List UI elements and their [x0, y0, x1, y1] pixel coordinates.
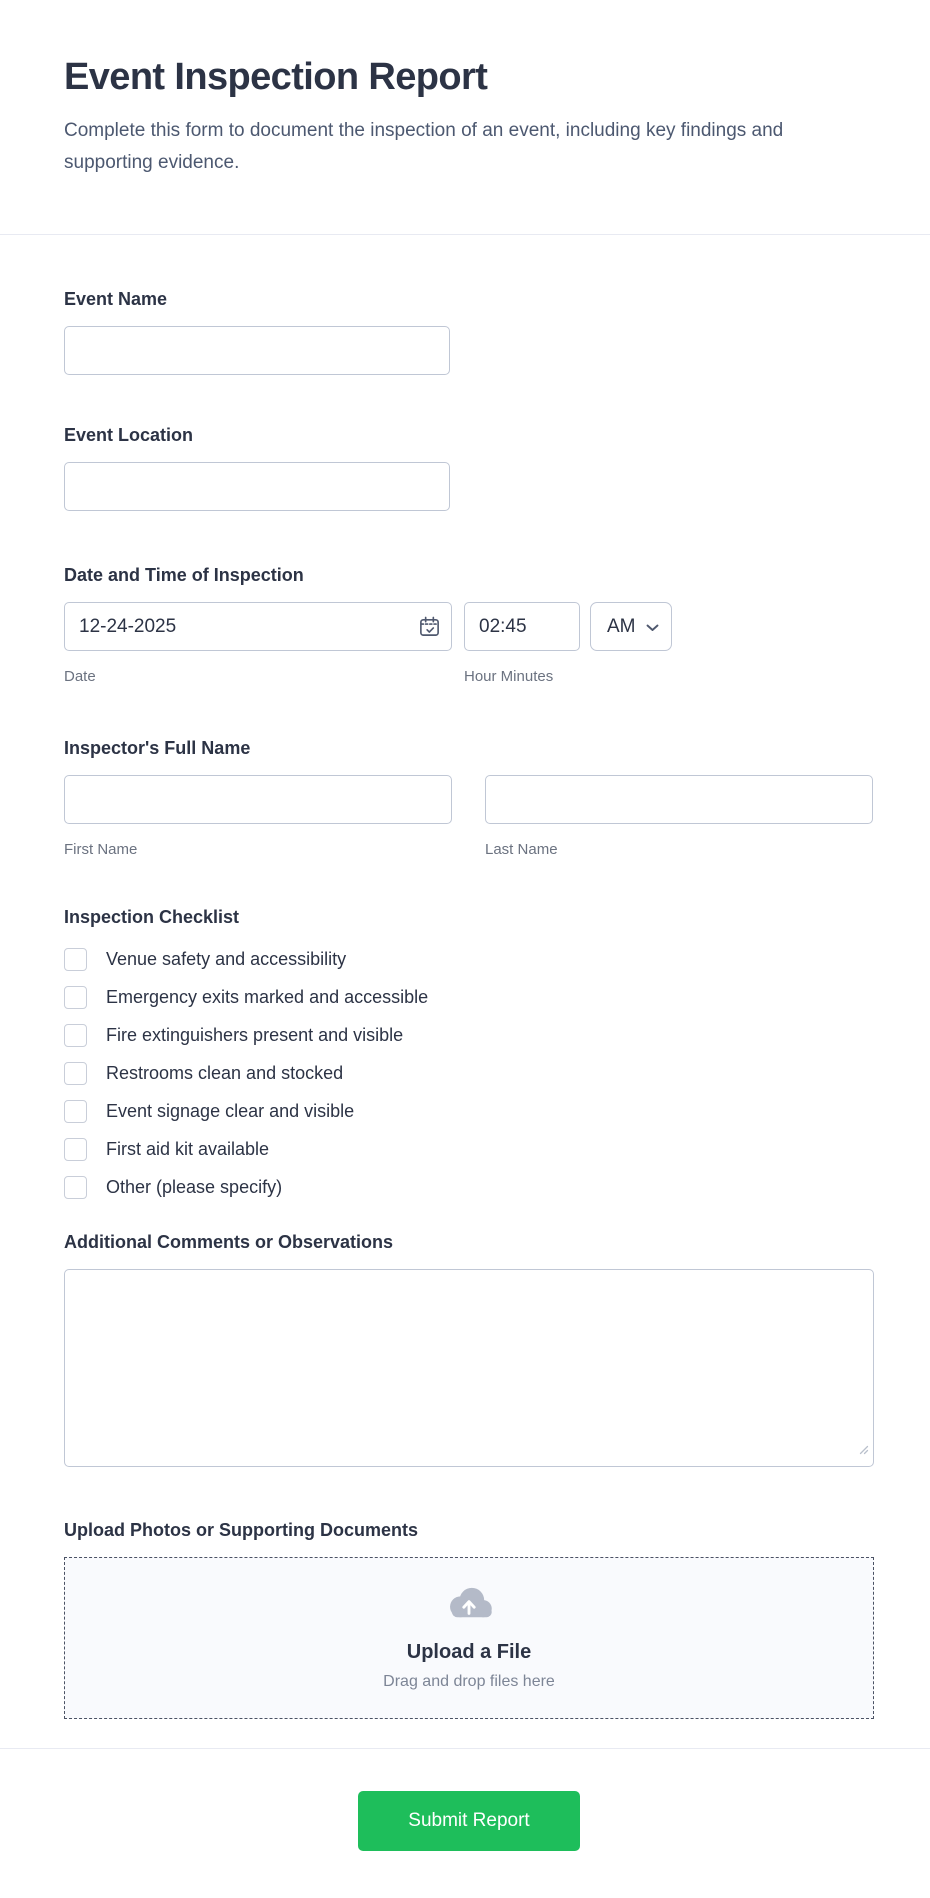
comments-textarea-wrap	[64, 1269, 874, 1467]
checkbox[interactable]	[64, 1062, 87, 1085]
inspector-name-label: Inspector's Full Name	[64, 738, 251, 758]
field-event-location	[64, 425, 874, 511]
event-name-input[interactable]	[64, 326, 450, 375]
checkbox[interactable]	[64, 1176, 87, 1199]
datetime-label: Date and Time of Inspection	[64, 565, 304, 585]
last-name-column	[485, 775, 873, 858]
form-footer	[0, 1749, 930, 1898]
time-input[interactable]	[464, 602, 580, 651]
upload-label: Upload Photos or Supporting Documents	[64, 1520, 418, 1540]
name-row	[64, 775, 874, 858]
upload-hint: Drag and drop files here	[383, 1673, 555, 1690]
calendar-icon[interactable]	[418, 615, 441, 638]
event-name-label: Event Name	[64, 289, 168, 309]
checkbox-label: Restrooms clean and stocked	[106, 1063, 344, 1083]
checkbox[interactable]	[64, 948, 87, 971]
field-event-name	[64, 289, 874, 375]
last-name-sublabel: Last Name	[485, 841, 558, 858]
checklist-item-emergency-exits[interactable]	[64, 986, 874, 1009]
checkbox-label: Venue safety and accessibility	[106, 949, 347, 969]
checklist-item-fire-extinguishers[interactable]	[64, 1024, 874, 1047]
checkbox[interactable]	[64, 1100, 87, 1123]
resize-handle[interactable]	[856, 1442, 869, 1460]
date-input-wrap	[64, 602, 452, 651]
form-body	[0, 235, 930, 1719]
date-sublabel: Date	[64, 668, 96, 685]
checkbox-label: Emergency exits marked and accessible	[106, 987, 429, 1007]
comments-label: Additional Comments or Observations	[64, 1232, 394, 1252]
checkbox-label: Event signage clear and visible	[106, 1101, 355, 1121]
event-location-label: Event Location	[64, 425, 194, 445]
checkbox-label: Fire extinguishers present and visible	[106, 1025, 404, 1045]
upload-dropzone[interactable]	[64, 1557, 874, 1719]
checklist-item-venue-safety[interactable]	[64, 948, 874, 971]
time-sublabel: Hour Minutes	[464, 668, 554, 685]
field-comments	[64, 1232, 874, 1467]
checkbox-label: First aid kit available	[106, 1139, 270, 1159]
field-upload	[64, 1520, 874, 1719]
time-column	[464, 602, 580, 685]
checklist-item-restrooms[interactable]	[64, 1062, 874, 1085]
checklist-item-first-aid[interactable]	[64, 1138, 874, 1161]
comments-textarea[interactable]	[64, 1269, 874, 1467]
chevron-down-icon	[646, 616, 659, 638]
upload-cloud-icon	[444, 1585, 494, 1626]
date-column	[64, 602, 452, 685]
field-inspector-name	[64, 738, 874, 858]
datetime-row	[64, 602, 874, 685]
first-name-sublabel: First Name	[64, 841, 138, 858]
page-subtitle: Complete this form to document the inspection of an event, including key findings and supporting evidence.	[64, 120, 784, 173]
checkbox[interactable]	[64, 1138, 87, 1161]
checkbox[interactable]	[64, 1024, 87, 1047]
last-name-input[interactable]	[485, 775, 873, 824]
ampm-select[interactable]	[590, 602, 672, 651]
checkbox[interactable]	[64, 986, 87, 1009]
event-location-input[interactable]	[64, 462, 450, 511]
page-title: Event Inspection Report	[64, 56, 488, 98]
form-header	[0, 0, 930, 179]
checklist-item-other[interactable]	[64, 1176, 874, 1199]
checkbox-label: Other (please specify)	[106, 1177, 283, 1197]
submit-button[interactable]: Submit Report	[358, 1791, 580, 1851]
field-datetime	[64, 565, 874, 685]
date-input[interactable]	[64, 602, 452, 651]
upload-button-text: Upload a File	[406, 1641, 532, 1663]
ampm-value: AM	[607, 615, 636, 637]
first-name-input[interactable]	[64, 775, 452, 824]
checklist-item-signage[interactable]	[64, 1100, 874, 1123]
first-name-column	[64, 775, 452, 858]
field-checklist	[64, 907, 874, 1199]
checklist-label: Inspection Checklist	[64, 907, 240, 927]
